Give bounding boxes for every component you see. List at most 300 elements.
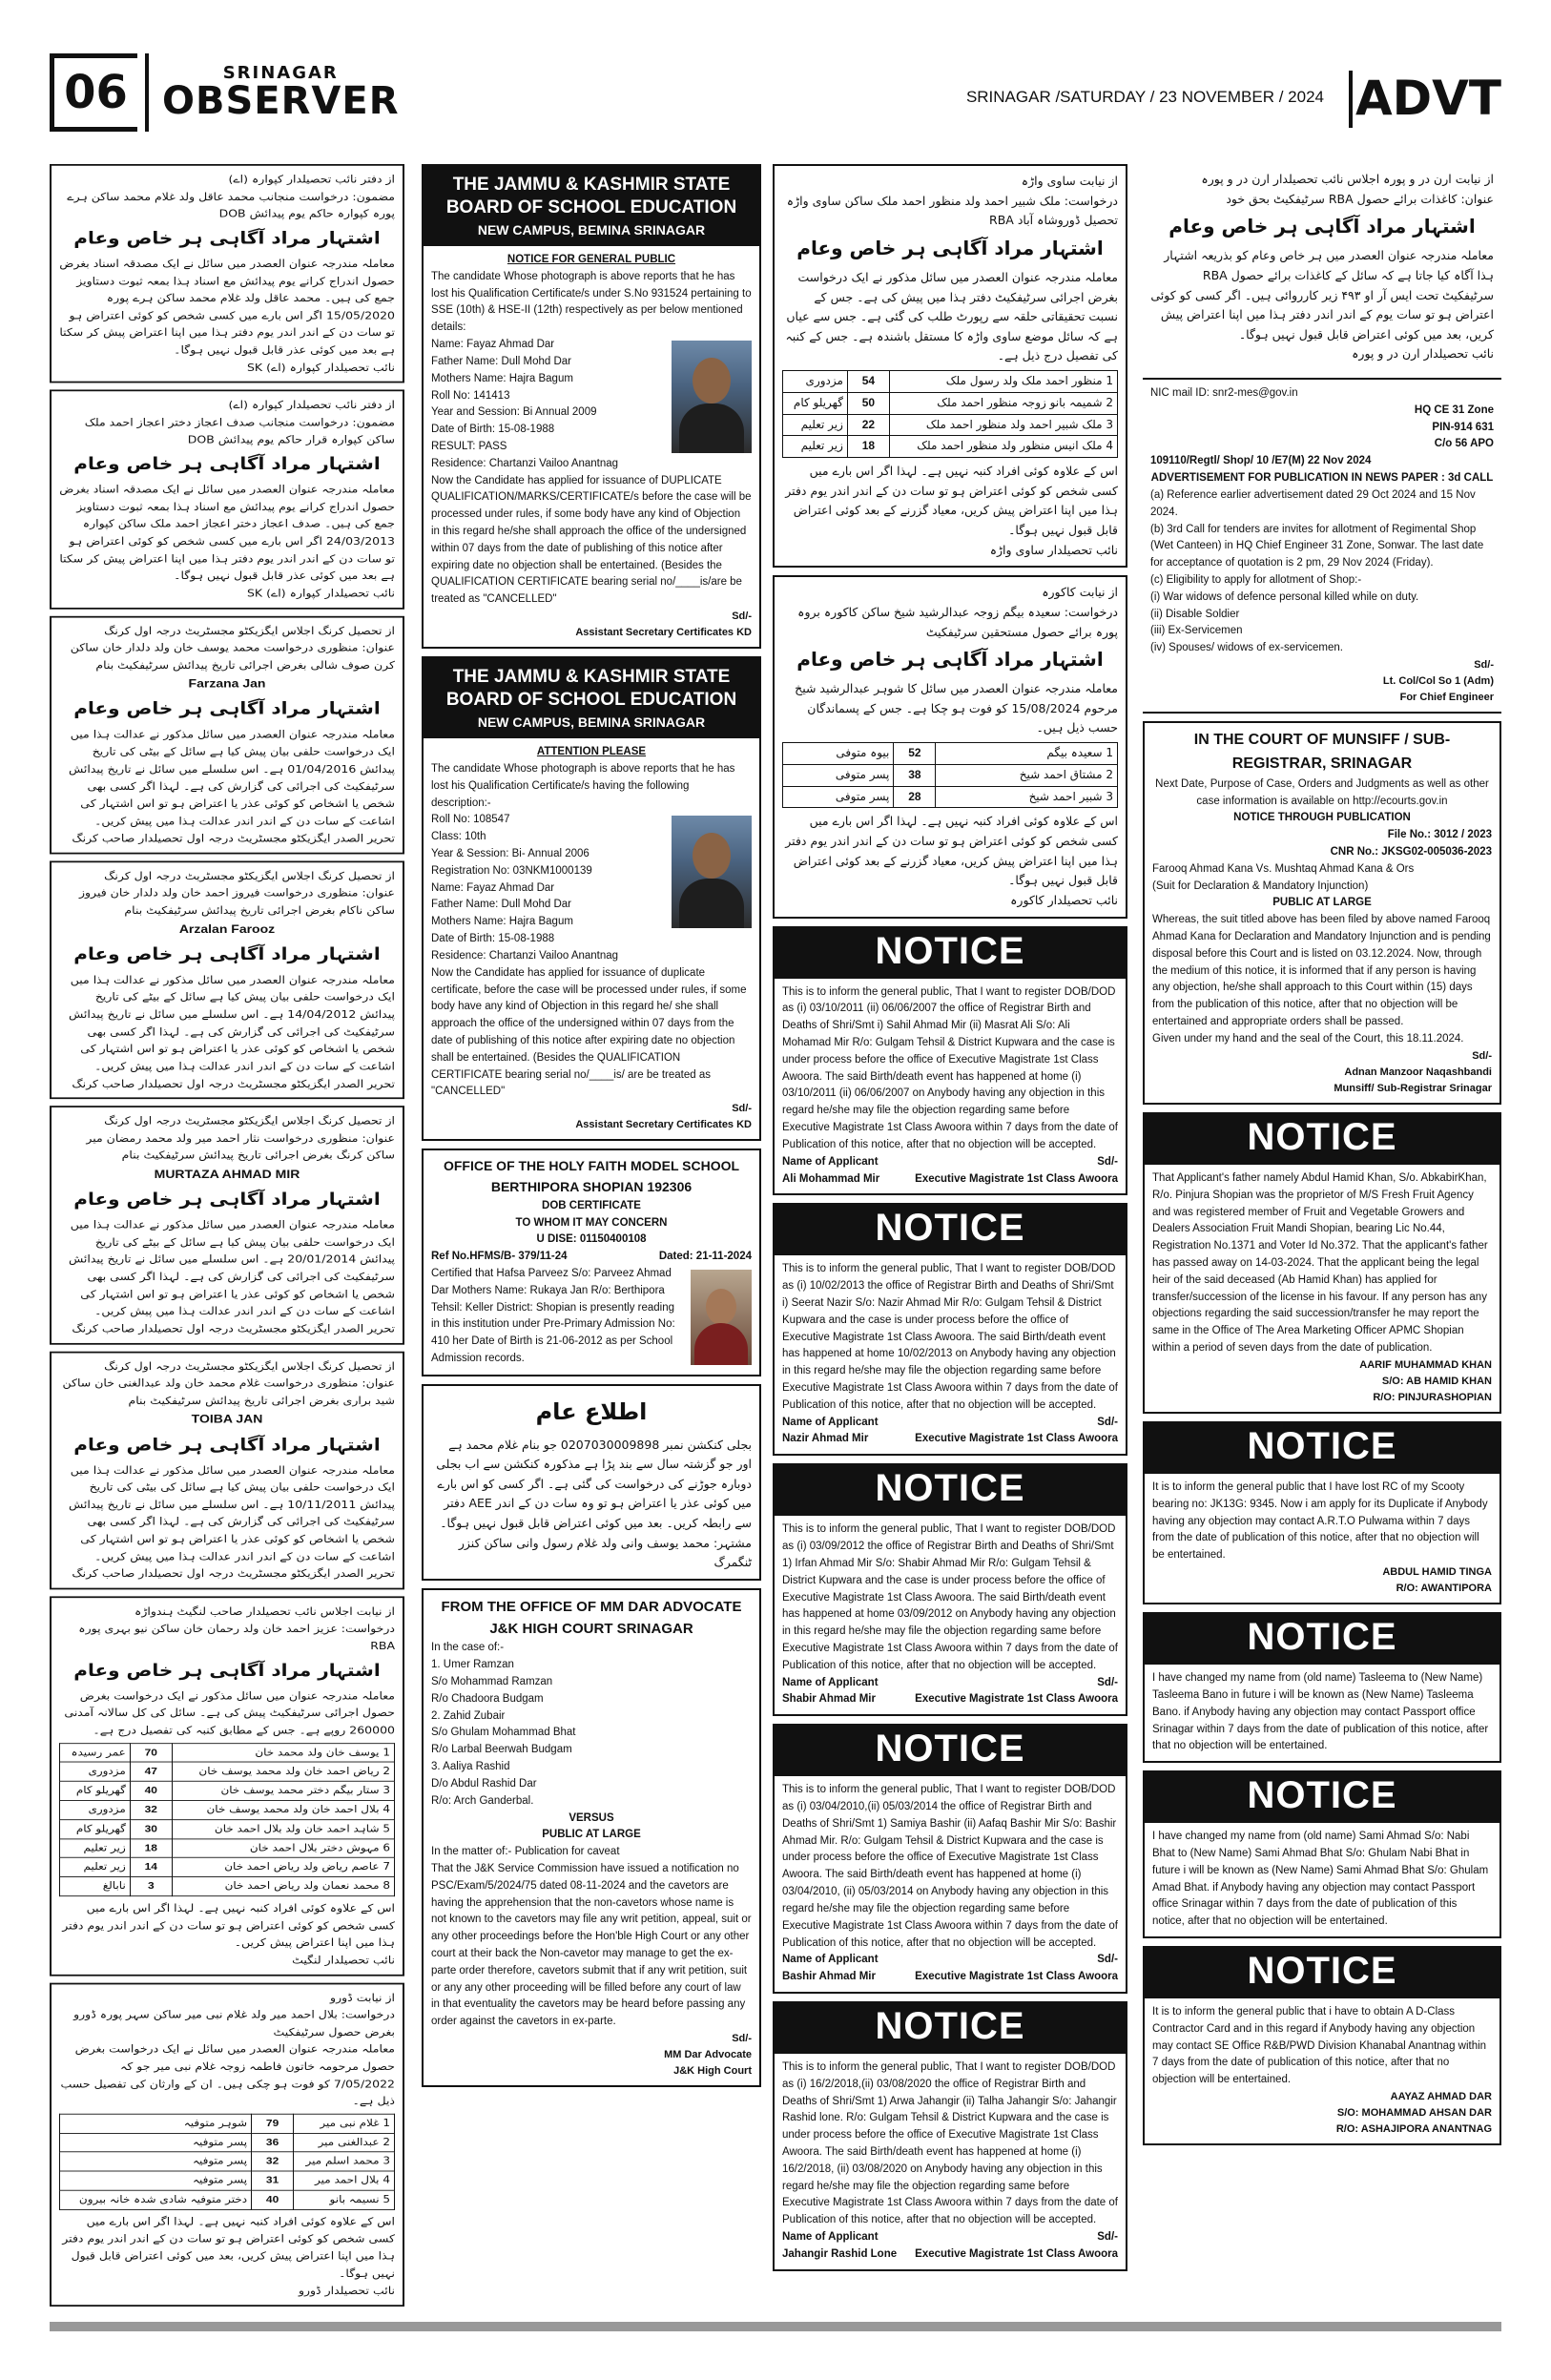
notice-title: NOTICE (1143, 1421, 1501, 1474)
cell-index: 7 (383, 1860, 390, 1873)
tender-advertisement (1143, 378, 1501, 714)
cell-age: 47 (130, 1762, 172, 1781)
cell-index: 2 (1106, 395, 1113, 409)
applicant-name: Jahangir Rashid Lone (782, 2247, 898, 2260)
applicant-row (782, 2229, 1118, 2246)
applicant-name (59, 1165, 395, 1184)
heading: اشتہار مراد آگاہی ہر خاص وعام (796, 648, 1104, 672)
notice-block (1143, 1421, 1501, 1604)
ittila-signature: مشتہر: محمد یوسف وانی ولد غلام رسول وانی ساکن کنزر ٹنگمرگ (458, 1535, 752, 1570)
cell-index: 4 (1106, 439, 1113, 453)
tender-para: (i) War widows of defence personal killed while on duty. (1150, 590, 1419, 603)
notice-body: This is to inform the general public, That I want to register DOB/DOD as (i) 03/10/2011 (ii) 06/06/2007 the office of Registrar Birth and Deaths of Shri/Smt i) Sahil Ahmad Mir (ii) Masrat Ali S/o: Ali Mohamad Mir R/o: Gulgam Tehsil & District Kupwara and the case is under process before the office of Executive Magistrate 1st Class Awoora. The said Birth/death event has happened at home (i) 03/10/2011 (ii) 06/06/2007 on Anybody having any objection in this regard he/she may file the objection regarding same before Executive Magistrate 1st Class Awoora within 7 days from the date of Publication of this notice, after that no objection will be accepted. (782, 985, 1118, 1150)
sd: Sd/- (1472, 1049, 1492, 1062)
notice-content (773, 1776, 1127, 1994)
table-row (60, 1743, 395, 1762)
cell-person: نسیمہ بانو (329, 2193, 380, 2205)
adv-title: ADVERTISEMENT FOR PUBLICATION IN NEWS PAPER : 3d CALL (1150, 472, 1494, 485)
office: از دفتر نائب تحصیلدار کپوارہ (اے) (228, 172, 395, 185)
table-row (60, 1800, 395, 1819)
office: از نیابت ساوی واڑہ (1021, 174, 1118, 188)
signature-2: For Chief Engineer (1399, 692, 1494, 704)
tender-para: (ii) Disable Soldier (1150, 608, 1240, 620)
party-line: R/o Chadoora Budgam (431, 1692, 544, 1705)
cell-person: شبیر احمد شیخ (1028, 789, 1103, 803)
cell-person: عبدالغنی میر (318, 2136, 380, 2148)
case-label: In the case of:- (431, 1642, 505, 1654)
board-notice-2 (422, 656, 761, 1141)
board-notice-1 (422, 164, 761, 649)
cell-index: 2 (383, 1765, 390, 1777)
cell-occupation: زیر تعلیم (783, 414, 848, 436)
sd: Sd/- (1097, 2231, 1118, 2244)
signature: نائب تحصیلدار ڈورو (298, 2284, 395, 2297)
cell-occupation: دختر متوفیہ شادی شدہ خانہ بیرون (60, 2190, 252, 2209)
cell-person: مشتاق احمد شیخ (1019, 767, 1103, 781)
field-line: Residence: Chartanzi Vailoo Anantnag (431, 949, 619, 962)
table-row (60, 2114, 395, 2133)
court-notice-label: NOTICE THROUGH PUBLICATION (1233, 812, 1411, 824)
subject: عنوان: منظوری درخواست محمد یوسف خان ولد دلدار خان ساکن کرن صوف شالی بغرض اجرائی تاریخ پیدائش سرٹیفکیٹ بنام (70, 641, 395, 672)
notice-block (773, 926, 1127, 1196)
subject: درخواست: سعیدہ بیگم زوجہ عبدالرشید شیخ ساکن کاکورہ بروہ پورہ برائے حصول مستحقین سرٹیفکیٹ (797, 604, 1118, 639)
applicant-name-text: TOIBA JAN (191, 1412, 263, 1426)
court-body: Whereas, the suit titled above has been filed by above named Farooq Ahmad Kana for Declaration and Mandatory Injunction and is pending disposal before this Court and is listed on 03.12.2024. Now, through the medium of this notice, it is informed that if any person is having any objection, he/she shall approach to this Court within (15) days from the publication of this notice, after that no objection will be entertained and appropriate orders shall be passed. (1152, 914, 1491, 1028)
family-ad-lolab (50, 1596, 404, 1976)
notice-title: NOTICE FOR GENERAL PUBLIC (507, 254, 676, 265)
family-table (59, 2114, 395, 2210)
cell-age: 18 (130, 1839, 172, 1858)
applicant-name (59, 920, 395, 939)
board-subtitle: NEW CAMPUS, BEMINA SRINAGAR (477, 714, 706, 730)
field-line: Date of Birth: 15-08-1988 (431, 424, 555, 436)
cell-index: 3 (1106, 789, 1113, 803)
signature-line: AARIF MUHAMMAD KHAN (1359, 1358, 1492, 1371)
ittila-aam (422, 1384, 761, 1581)
cell-person: سعیدہ بیگم (1046, 746, 1103, 760)
body: معاملہ مندرجہ عنوان میں سائل مذکور نے ایک درخواست بغرض حصول اجرائی سرٹیفکیٹ پیش کی ہے۔ سائل کی کل سالانہ آمدنی 260000 روپے ہے۔ جس کے مطابق کنبہ کی تفصیل درج ہے۔ (64, 1688, 395, 1737)
cell-index: 2 (383, 2136, 390, 2148)
field-line: Roll No: 141413 (431, 389, 510, 402)
school-certificate (422, 1149, 761, 1376)
cell-person: یوسف خان ولد محمد خان (255, 1746, 380, 1758)
notice-body: This is to inform the general public, That I want to register DOB/DOD as (i) 03/09/2012 the office of Registrar Birth and Deaths of Shri/Smt 1) Irfan Ahmad Mir S/o: Shabir Ahmad Mir R/o: Gulgam Tehsil & District Kupwara and the case is under process before the office of Executive Magistrate 1st Class Awoora. The said Birth/death event has happened at home 03/09/2012 on Anybody having any objection in this regard he/she may file the objection regarding same before Executive Magistrate 1st Class Awoora within 7 days from the date of Publication of this notice, after that no objection will be accepted. (782, 1523, 1118, 1671)
column-1 (50, 164, 404, 2313)
cell-index: 4 (383, 2174, 390, 2186)
cell-person: بلال احمد خان ولد محمد یوسف خان (206, 1803, 380, 1815)
cell-index: 3 (1106, 417, 1113, 431)
cell-occupation: زیر تعلیم (60, 1839, 131, 1858)
cell-occupation: پسر متوفیہ (60, 2171, 252, 2190)
tender-para: (b) 3rd Call for tenders are invites for allotment of Regimental Shop (Wet Canteen) in HQ Chief Engineer 31 Zone, Sonwar. The last date for acceptance of quotation is 2 pm, 29 Nov 2024 (Friday). (1150, 523, 1484, 569)
table-row (60, 2171, 395, 2190)
cell-occupation: پسر متوفیہ (60, 2133, 252, 2152)
notice-title: ATTENTION PLEASE (536, 746, 647, 758)
cell-age: 38 (894, 764, 936, 786)
cell-age: 14 (130, 1858, 172, 1877)
cell-name (294, 2152, 395, 2171)
body: معاملہ مندرجہ عنوان العصدر میں سائل کا شوہر عبدالرشید شیخ مرحوم 15/08/2024 کو فوت ہو چکا ہے۔ جس کے پسماندگان حسب ذیل ہیں۔ (795, 681, 1118, 735)
signature: Assistant Secretary Certificates KD (575, 1119, 752, 1131)
table-row (60, 1858, 395, 1877)
signature: نائب تحصیلدار کپوارہ (اے) SK (246, 586, 395, 600)
field-line: Year and Session: Bi Annual 2009 (431, 406, 597, 419)
cell-occupation: عمر رسیدہ (60, 1743, 131, 1762)
section-divider (1349, 71, 1353, 128)
notice-title: NOTICE (1143, 1112, 1501, 1165)
cell-person: شاہد احمد خان ولد بلال احمد خان (214, 1822, 380, 1834)
signature-line: S/O: MOHAMMAD AHSAN DAR (1336, 2107, 1492, 2120)
cell-person: ملک شبیر احمد ولد منظور احمد ملک (925, 417, 1103, 431)
file-no: File No.: 3012 / 2023 (1387, 829, 1492, 841)
subject: درخواست: بلال احمد میر ولد غلام نبی میر ساکن سہر پورہ ڈورو بغرض حصول سرٹیفکیٹ (73, 2008, 395, 2039)
subject: عنوان: منظوری درخواست غلام محمد خان ولد عبدالغنی خان ساکن شید براری بغرض اجرائی تاریخ پیدائش سرٹیفکیٹ بنام (62, 1376, 395, 1407)
applicant-label: Name of Applicant (782, 1954, 879, 1966)
matter: In the matter of:- Publication for caveat (431, 1846, 620, 1858)
ittila-body: بجلی کنکشن نمبر 0207030009898 جو بنام غلام محمد ہے اور جو گزشتہ سال سے بند پڑا ہے مذکورہ کنکشن سے اب بجلی دوبارہ جوڑنے کی درخواست کی گئی ہے۔ اگر کسی کو اس بارے میں کوئی عذر یا اعتراض ہو تو وہ سات دن کے اندر AEE دفتر سے رابطہ کریں۔ بعد میں کوئی اعتراض قابل قبول نہیں ہوگا۔ (436, 1437, 752, 1531)
notice-intro: The candidate Whose photograph is above reports that he has lost his Qualification Certificate/s under S.No 931524 pertaining to SSE (10th) & HSE-II (12th) respectively as per below mentioned details: (431, 270, 752, 334)
party-line: 2. Zahid Zubair (431, 1709, 506, 1722)
notice-body: This is to inform the general public, That I want to register DOB/DOD as (i) 10/02/2013 the office of Registrar Birth and Deaths of Shri/Smt i) Seerat Nazir S/o: Nazir Ahmad Mir R/o: Gulgam Tehsil & District Kupwara and the case is under process before the office of Executive Magistrate 1st Class Awoora. The said Birth/death event has happened at home 10/02/2013 on Anybody having any objection in this regard he/she may file the objection regarding same before Executive Magistrate 1st Class Awoora within 7 days from the date of Publication of this notice, after that no objection will be accepted. (782, 1263, 1118, 1411)
applicant-name: Nazir Ahmad Mir (782, 1433, 869, 1445)
family-ad-kakora (773, 575, 1127, 918)
cell-age: 70 (130, 1743, 172, 1762)
signature-2: J&K High Court (673, 2065, 752, 2078)
given: Given under my hand and the seal of the Court, this 18.11.2024. (1152, 1032, 1464, 1045)
cell-index: 5 (383, 2193, 390, 2205)
party-line: S/o Ghulam Mohammad Bhat (431, 1727, 576, 1739)
cell-age: 54 (847, 371, 889, 393)
footer-text: اس کے علاوہ کوئی افراد کنبہ نہیں ہے۔ لہذا اگر اس بارے میں کسی شخص کو کوئی اعتراض ہو تو سات دن کے اندر اندر یوم دفتر ہذا میں اپنا اعتراض پیش کریں، معیاد گزرنے کے بعد کوئی اعتراض قابل قبول نہیں ہوگا۔ (785, 464, 1118, 538)
signature: نائب تحصیلدار ارن در و پورہ (1352, 346, 1494, 362)
subject: مضمون: درخواست منجانب صدف اعجاز دختر اعجاز احمد ملک ساکن کپوارہ قرار حاکم یوم پیدائش DOB (84, 415, 395, 445)
signature: تحریر الصدر ایگزیکٹو مجسٹریٹ درجہ اول تحصیلدار صاحب کرنگ (72, 1076, 395, 1090)
candidate-photo (672, 341, 752, 453)
signature-line: ABDUL HAMID TINGA (1382, 1566, 1492, 1579)
notice-content (773, 1255, 1127, 1456)
address-line: HQ CE 31 Zone (1414, 404, 1494, 416)
signature-row (782, 2246, 1118, 2264)
concern: TO WHOM IT MAY CONCERN (515, 1216, 668, 1229)
cell-age: 30 (130, 1820, 172, 1839)
family-ad-sawiwara (773, 164, 1127, 568)
footer-text: اس کے علاوہ کوئی افراد کنبہ نہیں ہے۔ لہذا اگر اس بارے میں کسی شخص کو کوئی اعتراض ہو تو سات دن کے اندر اندر یوم دفتر ہذا میں اپنا اعتراض پیش کریں، بعد میں کوئی اعتراض قابل قبول نہیں ہوگا۔ (62, 2215, 395, 2280)
subject: عنوان: کاغذات برائے حصول RBA سرٹیفکیٹ بحق خود (1226, 191, 1494, 206)
notice-body: That Applicant's father namely Abdul Hamid Khan, S/o. AbkabirKhan, R/o. Pinjura Shopian was the proprietor of M/S Fresh Fruit Agency and was registered member of Fruit and Vegetable Growers and Dealers Association Fruit Mandi Shopian, bearing Lic No.44, Registration No.1371 and Voter Id No.372. That the applicant's father has passed away on 14-03-2024. That the applicant being the legal heir of the said deceased (Ab Hamid Khan) has applied for transfer/succession of the license in his favour. If any person has any objections regarding the said succession/transfer he may report the same in the Office of The Area Marketing Officer APMC Shopian within a period of seven days from the date of publication. (1152, 1171, 1488, 1354)
table-row (60, 2190, 395, 2209)
brand-top: SRINAGAR (222, 63, 339, 83)
footer-rule (50, 2322, 1501, 2331)
cell-name (294, 2114, 395, 2133)
masthead-divider (145, 53, 149, 132)
notice-body: I have changed my name from (old name) Tasleema to (New Name) Tasleema Bano in future i will be known as (New Name) Tasleema Bano. if Anybody having any objection may contact Passport office Srinagar within 7 days from the date of publication of this notice, after that no objection will be entertained. (1152, 1672, 1489, 1752)
table-row (60, 2133, 395, 2152)
cell-index: 3 (383, 1784, 390, 1796)
sd: Sd/- (1097, 1416, 1118, 1428)
field-line: Father Name: Dull Mohd Dar (431, 355, 571, 367)
board-title: THE JAMMU & KASHMIR STATE BOARD OF SCHOOL EDUCATION (445, 175, 737, 217)
notice-body: It is to inform the general public that i have to obtain A D-Class Contractor Card and in this regard if Anybody having any objection may contact SE Office R&B/PWD Division Khanabal Anantnag within 7 days from the date of publication of this notice, after that no objection will be entertained. (1152, 2006, 1487, 2086)
board-header (424, 166, 759, 246)
signature-row (782, 1691, 1118, 1708)
applicant-name: Ali Mohammad Mir (782, 1172, 880, 1185)
signature: تحریر الصدر ایگزیکٹو مجسٹریٹ درجہ اول تحصیلدار صاحب کرنگ (72, 1566, 395, 1581)
rba-ad (1143, 164, 1501, 370)
cell-occupation: گھریلو کام (60, 1820, 131, 1839)
subject: عنوان: منظوری درخواست فیروز احمد خان ولد دلدار خان فیروز ساکن ناکام بغرض اجرائی تاریخ پیدائش سرٹیفکیٹ بنام (78, 886, 395, 917)
cell-name (889, 392, 1117, 414)
signature: تحریر الصدر ایگزیکٹو مجسٹریٹ درجہ اول تحصیلدار صاحب کرنگ (72, 831, 395, 845)
public-at-large: PUBLIC AT LARGE (1272, 897, 1372, 909)
field-line: Father Name: Dull Mohd Dar (431, 899, 571, 911)
applicant-name: Bashir Ahmad Mir (782, 1971, 876, 1983)
cell-age: 32 (252, 2152, 294, 2171)
authority: Executive Magistrate 1st Class Awoora (915, 1971, 1118, 1983)
cell-name (294, 2133, 395, 2152)
field-line: Date of Birth: 15-08-1988 (431, 933, 555, 945)
cell-index: 5 (383, 1822, 390, 1834)
sd: Sd/- (1097, 1155, 1118, 1168)
signature: MM Dar Advocate (664, 2049, 752, 2061)
cell-age: 40 (252, 2190, 294, 2209)
body: معاملہ مندرجہ عنوان العصدر میں سائل نے ایک مصدقہ اسناد بغرض حصول اندراج کرانے یوم پیدائش مع اسناد ہذا بمعہ ثبوت دستاویز جمع کی ہیں۔ محمد عاقل ولد غلام محمد ساکن ہرے پورہ 15/05/2020 اگر اس بارے میں کسی شخص کو کوئی اعتراض ہو تو سات دن کے اندر اندر یوم دفتر ہذا میں اپنا اعتراض پیش کر سکتا ہے بعد میں کوئی عذر قابل قبول نہیں ہوگا۔ (59, 257, 395, 357)
field-line: Registration No: 03NKM1000139 (431, 864, 592, 877)
signature-line: R/O: PINJURASHOPIAN (1373, 1391, 1492, 1403)
party-line: 3. Aaliya Rashid (431, 1761, 510, 1773)
cell-person: محمد اسلم میر (305, 2155, 380, 2167)
field-line: Mothers Name: Hajra Bagum (431, 372, 573, 384)
field-line: Mothers Name: Hajra Bagum (431, 916, 573, 928)
advocate-body: That the J&K Service Commission have issued a notification no PSC/Exam/5/2024/75 dated 08-11-2024 and the cavetors are having the apprehension that the non-cavetors whose name is not known to the cavetors may file any writ petition, appeal, suit or any other proceedings before the Hon'ble High Court or any other court at their back the Non-cavetor may manage to get the ex-parte order therefore, cavetors submit that if any writ petition, suit or any any other proceeding will be filled before any court of law in that eventuality the cavetors may be heard before passing any order against the cavetors in ex-parte. (431, 1862, 752, 2028)
body: معاملہ مندرجہ عنوان العصدر میں سائل نے ایک درخواست بغرض حصول مرحومہ خاتون فاطمہ زوجہ غلام نبی میر جو کہ 7/05/2022 کو فوت ہو چکی ہیں۔ ان کے وارثان کی تفصیل حسب ذیل ہے۔ (60, 2042, 395, 2107)
notice-content (773, 979, 1127, 1196)
cell-person: ستار بیگم دختر محمد یوسف خان (220, 1784, 380, 1796)
table-row (60, 1820, 395, 1839)
cell-age: 28 (894, 786, 936, 808)
table-row (783, 371, 1118, 393)
cell-person: عاصم ریاض ولد ریاض احمد خان (224, 1860, 380, 1873)
cell-person: ریاض احمد خان ولد محمد یوسف خان (198, 1765, 380, 1777)
sd: Sd/- (1097, 1676, 1118, 1688)
body: معاملہ مندرجہ عنوان العصدر میں سائل نے ایک مصدقہ اسناد بغرض حصول اندراج کرانے یوم پیدائش مع اسناد ہذا بمعہ ثبوت دستاویز جمع کی ہیں۔ صدف اعجاز دختر اعجاز احمد ملک ساکن کپوارہ 24/03/2013 اگر اس بارے میں کسی شخص کو کوئی اعتراض ہو تو سات دن کے اندر اندر یوم دفتر ہذا میں اپنا اعتراض پیش کر سکتا ہے بعد میں کوئی عذر قابل قبول نہیں ہوگا۔ (59, 483, 395, 582)
notice-body: Now the Candidate has applied for issuance of DUPLICATE QUALIFICATION/MARKS/CERTIFICATE/s before the case will be processed under rules, if some body have any kind of Objection in this regard he/she shall approach the office of the undersigned within 07 days from the date of publishing of this notice after expiring date no objection shall be entertained. (Besides the QUALIFICATION CERTIFICATE bearing serial no/____is/are be treated as "CANCELLED" (431, 474, 752, 606)
cell-age: 36 (252, 2133, 294, 2152)
office: از نیابت اجلاس نائب تحصیلدار صاحب لنگیٹ ہندواڑہ (134, 1604, 395, 1618)
authority: Executive Magistrate 1st Class Awoora (915, 1172, 1118, 1185)
footer-text: اس کے علاوہ کوئی افراد کنبہ نہیں ہے۔ لہذا اگر اس بارے میں کسی شخص کو کوئی اعتراض ہو تو سات دن کے اندر اندر یوم دفتر ہذا میں اپنا اعتراض پیش کریں، معیاد گزرنے کے بعد کوئی اعتراض قابل قبول نہیں ہوگا۔ (785, 814, 1118, 888)
office: از نیابت کاکورہ (1042, 585, 1118, 600)
table-row (783, 414, 1118, 436)
field-line: Residence: Chartanzi Vailoo Anantnag (431, 457, 619, 469)
table-row (60, 2152, 395, 2171)
signature-row (782, 1171, 1118, 1189)
table-row (783, 786, 1118, 808)
ref-no: Ref No.HFMS/B- 379/11-24 (431, 1251, 568, 1263)
office: از تحصیل کرنگ اجلاس ایگزیکٹو مجسٹریٹ درجہ اول کرنگ (104, 869, 395, 882)
table-row (783, 743, 1118, 765)
signature-2: Munsiff/ Sub-Registrar Srinagar (1334, 1082, 1492, 1094)
cell-age: 50 (847, 392, 889, 414)
court-title: IN THE COURT OF MUNSIFF / SUB-REGISTRAR, SRINAGAR (1193, 732, 1451, 772)
field-line: Name: Fayaz Ahmad Dar (431, 881, 555, 894)
urdu-ad (50, 164, 404, 383)
heading: اشتہار مراد آگاہی ہر خاص وعام (73, 1660, 381, 1681)
cell-occupation: مزدوری (60, 1762, 131, 1781)
sd: Sd/- (1474, 659, 1494, 671)
board-title: THE JAMMU & KASHMIR STATE BOARD OF SCHOOL EDUCATION (445, 667, 737, 710)
public-at-large: PUBLIC AT LARGE (542, 1829, 641, 1841)
notice-block (1143, 1112, 1501, 1414)
subject: عنوان: منظوری درخواست نثار احمد میر ولد محمد رمضان میر ساکن کرنگ بغرض اجرائی تاریخ پیدائش سرٹیفکیٹ بنام (86, 1131, 395, 1162)
notice-block (1143, 1946, 1501, 2145)
field-line: Year & Session: Bi- Annual 2006 (431, 848, 589, 860)
cell-occupation: شوہر متوفیہ (60, 2114, 252, 2133)
signature: نائب تحصیلدار کاکورہ (1010, 892, 1118, 907)
notice-intro: The candidate Whose photograph is above reports that he has lost his Qualification Certificate/s having the following description:- (431, 762, 735, 809)
cell-age: 22 (847, 414, 889, 436)
cell-name (889, 436, 1117, 458)
advocate-title: FROM THE OFFICE OF MM DAR ADVOCATE J&K HIGH COURT SRINAGAR (441, 1598, 742, 1638)
urdu-ad (50, 615, 404, 854)
heading: اشتہار مراد آگاہی ہر خاص وعام (73, 227, 381, 248)
family-table (782, 742, 1118, 808)
notice-body: This is to inform the general public, That I want to register DOB/DOD as (i) 16/2/2018,(ii) 03/08/2020 the office of Registrar Birth and Deaths of Shri/Smt 1) Arwa Jahangir (ii) Talha Jahangir S/o: Jahangir Rashid lone. R/o: Gulgam Tehsil & District Kupwara and the case is under process before the office of Executive Magistrate 1st Class Awoora. The said Birth/death event has happened at home (i) 16/2/2018, (ii) 03/08/2020 on Anybody having any objection in this regard he/she may file the objection regarding same before Executive Magistrate 1st Class Awoora within 7 days from the date of Publication of this notice, after that no objection will be accepted. (782, 2060, 1118, 2226)
cell-occupation: پسر متوفی (783, 786, 894, 808)
field-line: Name: Fayaz Ahmad Dar (431, 339, 555, 351)
urdu-ad (50, 860, 404, 1099)
signature-row (782, 1969, 1118, 1986)
column-3 (773, 164, 1127, 2279)
signature: نائب تحصیلدار ساوی واڑہ (989, 542, 1118, 557)
heading: اشتہار مراد آگاہی ہر خاص وعام (73, 453, 381, 474)
column-2 (422, 164, 761, 2095)
ref: 109110/Regtl/ Shop/ 10 /E7(M) 22 Nov 2024 (1150, 455, 1372, 467)
signature-line: R/O: ASHAJIPORA ANANTNAG (1335, 2123, 1492, 2136)
cell-occupation: گھریلو کام (60, 1781, 131, 1800)
urdu-ad (50, 1351, 404, 1589)
masthead (50, 50, 1501, 135)
sd: Sd/- (732, 1103, 752, 1115)
cell-occupation: پسر متوفی (783, 764, 894, 786)
cell-occupation: زیر تعلیم (60, 1858, 131, 1877)
cell-person: ملک انیس منظور ولد منظور احمد ملک (917, 439, 1103, 453)
school-title: OFFICE OF THE HOLY FAITH MODEL SCHOOL BERTHIPORA SHOPIAN 192306 (443, 1158, 740, 1194)
sd: Sd/- (732, 2033, 752, 2045)
cell-age: 18 (847, 436, 889, 458)
cell-index: 8 (383, 1879, 390, 1893)
cell-name (294, 2171, 395, 2190)
tender-para: (iii) Ex-Servicemen (1150, 625, 1243, 637)
cell-index: 1 (1106, 746, 1113, 760)
notice-content (773, 1516, 1127, 1716)
notice-content (1143, 1165, 1501, 1414)
candidate-photo (672, 816, 752, 928)
cell-index: 3 (383, 2155, 390, 2167)
office: از تحصیل کرنگ اجلاس ایگزیکٹو مجسٹریٹ درجہ اول کرنگ (104, 624, 395, 637)
cell-age: 52 (894, 743, 936, 765)
office: از نیابت ارن در و پورہ اجلاس نائب تحصیلدار ارن در و پورہ (1201, 172, 1494, 186)
parties: Farooq Ahmad Kana Vs. Mushtaq Ahmad Kana & Ors (1152, 862, 1415, 875)
cell-person: شمیمہ بانو زوجہ منظور احمد ملک (937, 395, 1103, 409)
cell-name (172, 1820, 394, 1839)
heading: اشتہار مراد آگاہی ہر خاص وعام (1168, 215, 1476, 238)
table-row (60, 1839, 395, 1858)
dated: Dated: 21-11-2024 (658, 1251, 752, 1263)
section-label: ADVT (1355, 71, 1501, 126)
cell-name (172, 1858, 394, 1877)
sd: Sd/- (1097, 1954, 1118, 1966)
footer-text: اس کے علاوہ کوئی افراد کنبہ نہیں ہے۔ لہذا اگر اس بارے میں کسی شخص کو کوئی اعتراض ہو تو سات دن کے اندر اندر یوم دفتر ہذا میں اپنا اعتراض پیش کریں۔ (62, 1901, 395, 1949)
cell-age: 40 (130, 1781, 172, 1800)
cell-occupation: نابالغ (60, 1877, 131, 1896)
student-photo (691, 1270, 752, 1365)
cell-person: منظور احمد ملک ولد رسول ملک (945, 374, 1103, 387)
dateline: SRINAGAR /SATURDAY / 23 NOVEMBER / 2024 (965, 88, 1324, 106)
cell-name (172, 1800, 394, 1819)
applicant-label: Name of Applicant (782, 1155, 879, 1168)
tender-para: (a) Reference earlier advertisement dated 29 Oct 2024 and 15 Nov 2024. (1150, 488, 1476, 518)
cell-index: 1 (383, 2117, 390, 2129)
notice-body: I have changed my name from (old name) Sami Ahmad S/o: Nabi Bhat to (New Name) Sami Ahmad Bhat S/o: Ghulam Nabi Bhat in future i will be known as (New Name) Sami Ahmad Bhat S/o: Ghulam Amad Bhat. if Anybody having any objection may contact Passport office Srinagar within 7 days from the date of publication of this notice, after that no objection will be entertained. (1152, 1831, 1489, 1928)
cell-name (889, 371, 1117, 393)
signature: نائب تحصیلدار کپوارہ (اے) SK (246, 361, 395, 374)
notice-block (773, 1463, 1127, 1716)
heading: اشتہار مراد آگاہی ہر خاص وعام (796, 236, 1104, 259)
applicant-row (782, 1415, 1118, 1432)
table-row (60, 1877, 395, 1896)
signature-line: AAYAZ AHMAD DAR (1390, 2091, 1492, 2103)
advocate-caveat (422, 1588, 761, 2087)
party-line: R/o: Arch Ganderbal. (431, 1794, 534, 1807)
cell-index: 2 (1106, 767, 1113, 781)
board-subtitle: NEW CAMPUS, BEMINA SRINAGAR (477, 221, 706, 238)
notice-block (773, 2001, 1127, 2271)
cell-index: 4 (383, 1803, 390, 1815)
cell-occupation: مزدوری (60, 1800, 131, 1819)
table-row (783, 392, 1118, 414)
cell-age: 79 (252, 2114, 294, 2133)
applicant-label: Name of Applicant (782, 1676, 879, 1688)
suit: (Suit for Declaration & Mandatory Injunction) (1152, 880, 1369, 892)
notice-content (1143, 1998, 1501, 2145)
notice-block (1143, 1770, 1501, 1938)
field-line: Class: 10th (431, 831, 486, 843)
cell-age: 3 (130, 1877, 172, 1896)
signature: تحریر الصدر ایگزیکٹو مجسٹریٹ درجہ اول تحصیلدار صاحب کرنگ (72, 1321, 395, 1335)
sd: Sd/- (732, 611, 752, 623)
cert-title: DOB CERTIFICATE (542, 1199, 641, 1211)
versus: VERSUS (569, 1811, 614, 1824)
family-table (59, 1743, 395, 1896)
cell-occupation: زیر تعلیم (783, 436, 848, 458)
urdu-ad (50, 1106, 404, 1344)
notice-title: NOTICE (773, 1724, 1127, 1776)
cell-name (172, 1743, 394, 1762)
cell-name (172, 1762, 394, 1781)
authority: Executive Magistrate 1st Class Awoora (915, 2247, 1118, 2260)
cell-person: غلام نبی میر (320, 2117, 380, 2129)
authority: Executive Magistrate 1st Class Awoora (915, 1693, 1118, 1706)
applicant-row (782, 1952, 1118, 1969)
tender-para: (c) Eligibility to apply for allotment of Shop:- (1150, 573, 1362, 586)
applicant-name-text: Arzalan Farooz (178, 921, 276, 936)
cell-name (172, 1781, 394, 1800)
office: از تحصیل کرنگ اجلاس ایگزیکٹو مجسٹریٹ درجہ اول کرنگ (104, 1359, 395, 1373)
cell-index: 1 (383, 1746, 390, 1758)
cell-age: 32 (130, 1800, 172, 1819)
authority: Executive Magistrate 1st Class Awoora (915, 1433, 1118, 1445)
cell-occupation: گھریلو کام (783, 392, 848, 414)
